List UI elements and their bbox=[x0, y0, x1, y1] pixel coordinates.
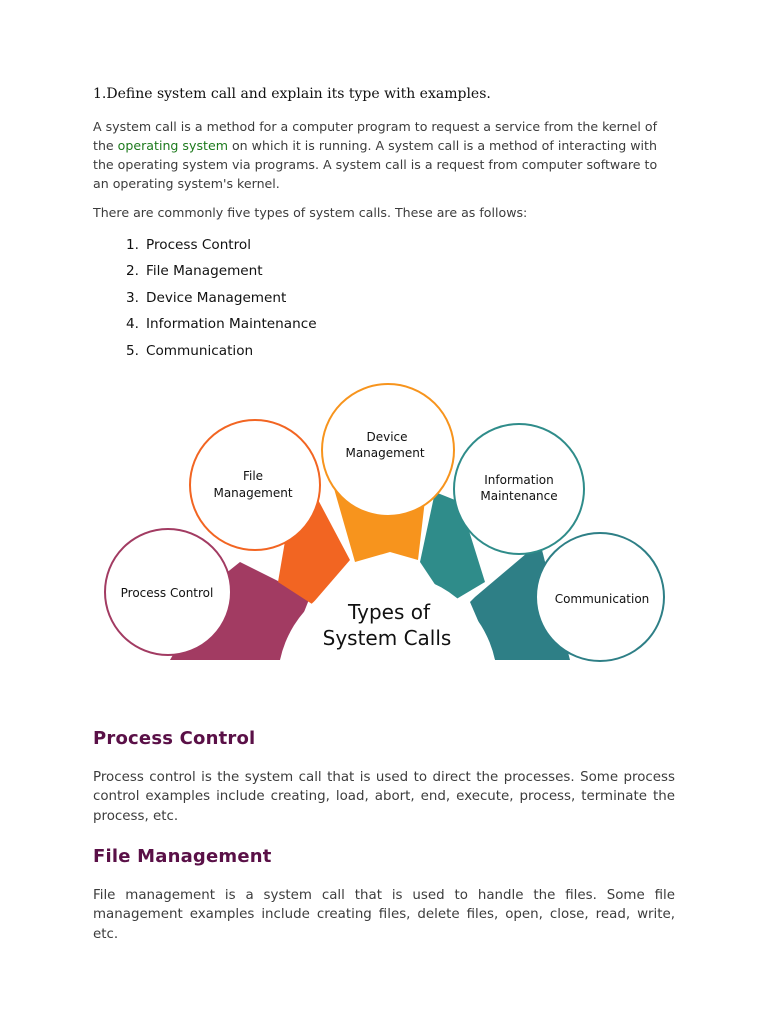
list-item bbox=[93, 288, 317, 314]
information-maintenance-label-line1: Information bbox=[484, 473, 554, 487]
list-number: 5. bbox=[126, 342, 139, 359]
list-item bbox=[93, 314, 317, 340]
list-label: Communication bbox=[146, 342, 254, 359]
file-management-circle bbox=[190, 420, 320, 550]
information-maintenance-label-line2: Maintenance bbox=[480, 489, 558, 503]
intro-text-before: A system call is a method for a computer program to request a service from the kernel of the bbox=[93, 119, 658, 153]
device-management-label-line1: Device bbox=[366, 430, 408, 444]
types-of-system-calls-diagram bbox=[100, 382, 680, 672]
list-label: Device Management bbox=[146, 289, 287, 306]
file-management-label-line1: File bbox=[242, 469, 264, 483]
intro-text-after: on which it is running. A system call is a method of interacting with the operating system via programs. A system call is a request from computer software to an operating system's kernel. bbox=[93, 138, 658, 191]
list-number: 2. bbox=[126, 263, 139, 280]
list-label: File Management bbox=[146, 263, 263, 280]
intro-paragraph bbox=[93, 117, 675, 193]
question-title: 1.Define system call and explain its type with examples. bbox=[93, 86, 491, 102]
list-label: Process Control bbox=[146, 237, 252, 253]
list-item bbox=[93, 341, 317, 367]
communication-label: Communication bbox=[554, 592, 650, 606]
system-call-types-list bbox=[93, 235, 317, 367]
list-label: Information Maintenance bbox=[146, 316, 317, 333]
types-intro: There are commonly five types of system calls. These are as follows: bbox=[93, 205, 528, 220]
file-management-label-line2: Management bbox=[213, 486, 293, 500]
list-number: 3. bbox=[126, 289, 139, 306]
operating-system-link[interactable]: operating system bbox=[117, 138, 228, 153]
list-item bbox=[93, 235, 317, 261]
list-number: 1. bbox=[126, 237, 139, 253]
list-number: 4. bbox=[126, 316, 139, 333]
section-heading-process-control: Process Control bbox=[93, 728, 256, 749]
center-title-line1: Types of bbox=[348, 600, 430, 624]
center-title-line2: System Calls bbox=[322, 626, 452, 650]
device-management-label-line2: Management bbox=[345, 446, 425, 460]
section-body-process-control: Process control is the system call that is used to direct the processes. Some process control examples include creating, load, abort, end, execute, process, terminate the process, etc. bbox=[93, 770, 675, 824]
section-body-file-management: File management is a system call that is used to handle the files. Some file management examples include creating files, delete files, open, close, read, write, etc. bbox=[93, 888, 675, 942]
process-control-label: Process Control bbox=[120, 586, 214, 600]
list-item bbox=[93, 261, 317, 287]
section-heading-file-management: File Management bbox=[93, 846, 272, 867]
